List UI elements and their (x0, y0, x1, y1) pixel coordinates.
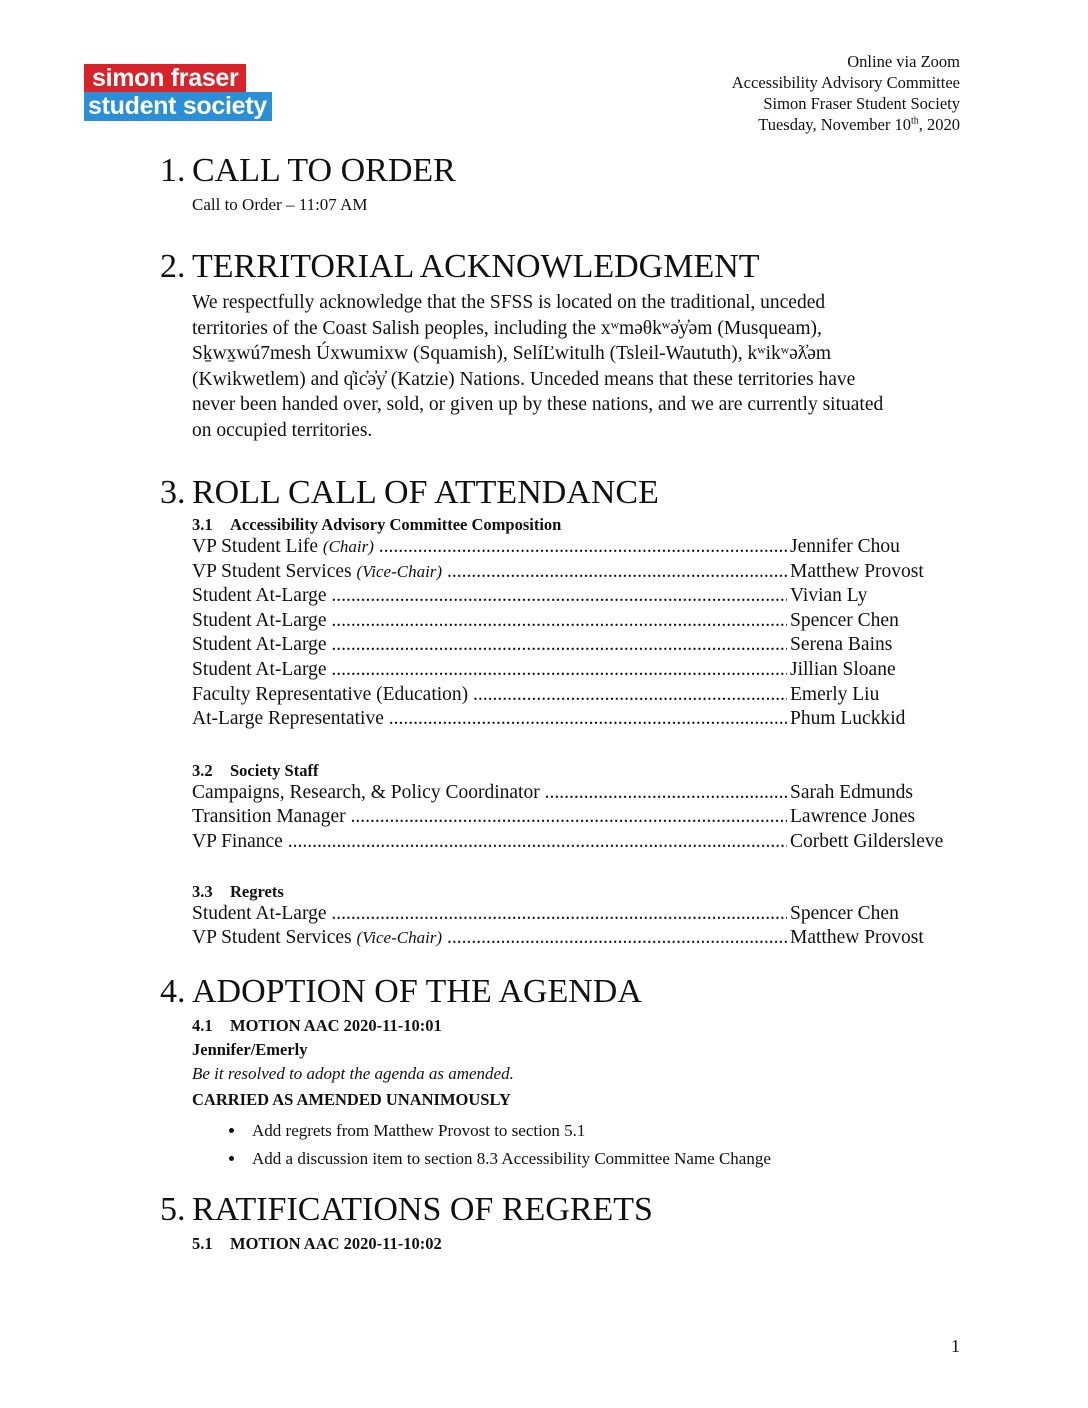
list-item: • Add a discussion item to section 8.3 Accessibility Committee Name Change (246, 1145, 968, 1173)
staff-row: VP Finance ..... Corbett Gildersleve (192, 830, 968, 855)
section-heading-adoption: 4. ADOPTION OF THE AGENDA (160, 972, 642, 1010)
member-row: Faculty Representative (Education) ..... Emerly Liu (192, 683, 968, 708)
sfss-logo (84, 64, 272, 121)
section-heading-call-to-order: 1. CALL TO ORDER (160, 152, 456, 189)
member-row: Student At-Large ..... Serena Bains (192, 633, 968, 658)
header-committee: Accessibility Advisory Committee (731, 73, 960, 92)
regret-row: VP Student Services (Vice-Chair) ..... Matthew Provost (192, 926, 968, 951)
roll-call-body (192, 514, 968, 951)
header-organization: Simon Fraser Student Society (763, 94, 960, 113)
header-location: Online via Zoom (847, 52, 960, 71)
header-date: Tuesday, November 10th, 2020 (758, 115, 960, 134)
member-row: Student At-Large ..... Vivian Ly (192, 584, 968, 609)
staff-list (192, 781, 968, 855)
motion-resolution: Be it resolved to adopt the agenda as amended. (192, 1063, 514, 1083)
amendment-list (192, 1117, 968, 1173)
regret-row: Student At-Large ..... Spencer Chen (192, 902, 968, 927)
territorial-acknowledgment-text: We respectfully acknowledge that the SFSS is located on the traditional, unceded territories of the Coast Salish peoples, including the xʷməθkʷə̓y̓əm (Musqueam), Sḵwx̱wú7mesh Úxwumixw (Squamish), SelíĽwitulh (Tsleil-Waututh), kʷikʷəƛ̓əm (Kwikwetlem) and q̓ic̓ə̓y̓ (Katzie) Nations. Unceded means that these territories have never been handed over, sold, or given up by these nations, and we are currently situated on occupied territories. (192, 292, 884, 441)
logo-line-1: simon fraser (84, 64, 246, 93)
document-header (732, 51, 960, 135)
staff-row: Transition Manager ..... Lawrence Jones (192, 805, 968, 830)
motion-movers: Jennifer/Emerly (192, 1039, 308, 1059)
member-row: Student At-Large ..... Spencer Chen (192, 609, 968, 634)
logo-line-2: student society (84, 92, 272, 121)
subsection-heading-regrets: 3.3 Regrets (192, 881, 284, 901)
adoption-body (192, 1013, 968, 1173)
committee-member-list (192, 535, 968, 732)
section-heading-ratifications: 5. RATIFICATIONS OF REGRETS (160, 1190, 653, 1228)
member-row: At-Large Representative ..... Phum Luckkid (192, 707, 968, 732)
staff-row: Campaigns, Research, & Policy Coordinator ..... Sarah Edmunds (192, 781, 968, 806)
list-item: • Add regrets from Matthew Provost to section 5.1 (246, 1117, 968, 1145)
motion-heading-4-1: 4.1 MOTION AAC 2020-11-10:01 (192, 1015, 442, 1035)
minutes-content (160, 150, 968, 1257)
motion-result: CARRIED AS AMENDED UNANIMOUSLY (192, 1089, 511, 1109)
call-to-order-text: Call to Order – 11:07 AM (192, 195, 368, 214)
regrets-list (192, 902, 968, 951)
section-heading-territorial: 2. TERRITORIAL ACKNOWLEDGMENT (160, 248, 760, 285)
page-number: 1 (951, 1336, 960, 1356)
section-heading-roll-call: 3. ROLL CALL OF ATTENDANCE (160, 474, 659, 511)
ratifications-body (192, 1231, 968, 1257)
subsection-heading-staff: 3.2 Society Staff (192, 760, 319, 780)
member-row: Student At-Large ..... Jillian Sloane (192, 658, 968, 683)
member-row: VP Student Life (Chair) ..... Jennifer Chou (192, 535, 968, 560)
subsection-heading-composition: 3.1 Accessibility Advisory Committee Composition (192, 515, 562, 534)
member-row: VP Student Services (Vice-Chair) ..... Matthew Provost (192, 560, 968, 585)
motion-heading-5-1: 5.1 MOTION AAC 2020-11-10:02 (192, 1233, 442, 1253)
